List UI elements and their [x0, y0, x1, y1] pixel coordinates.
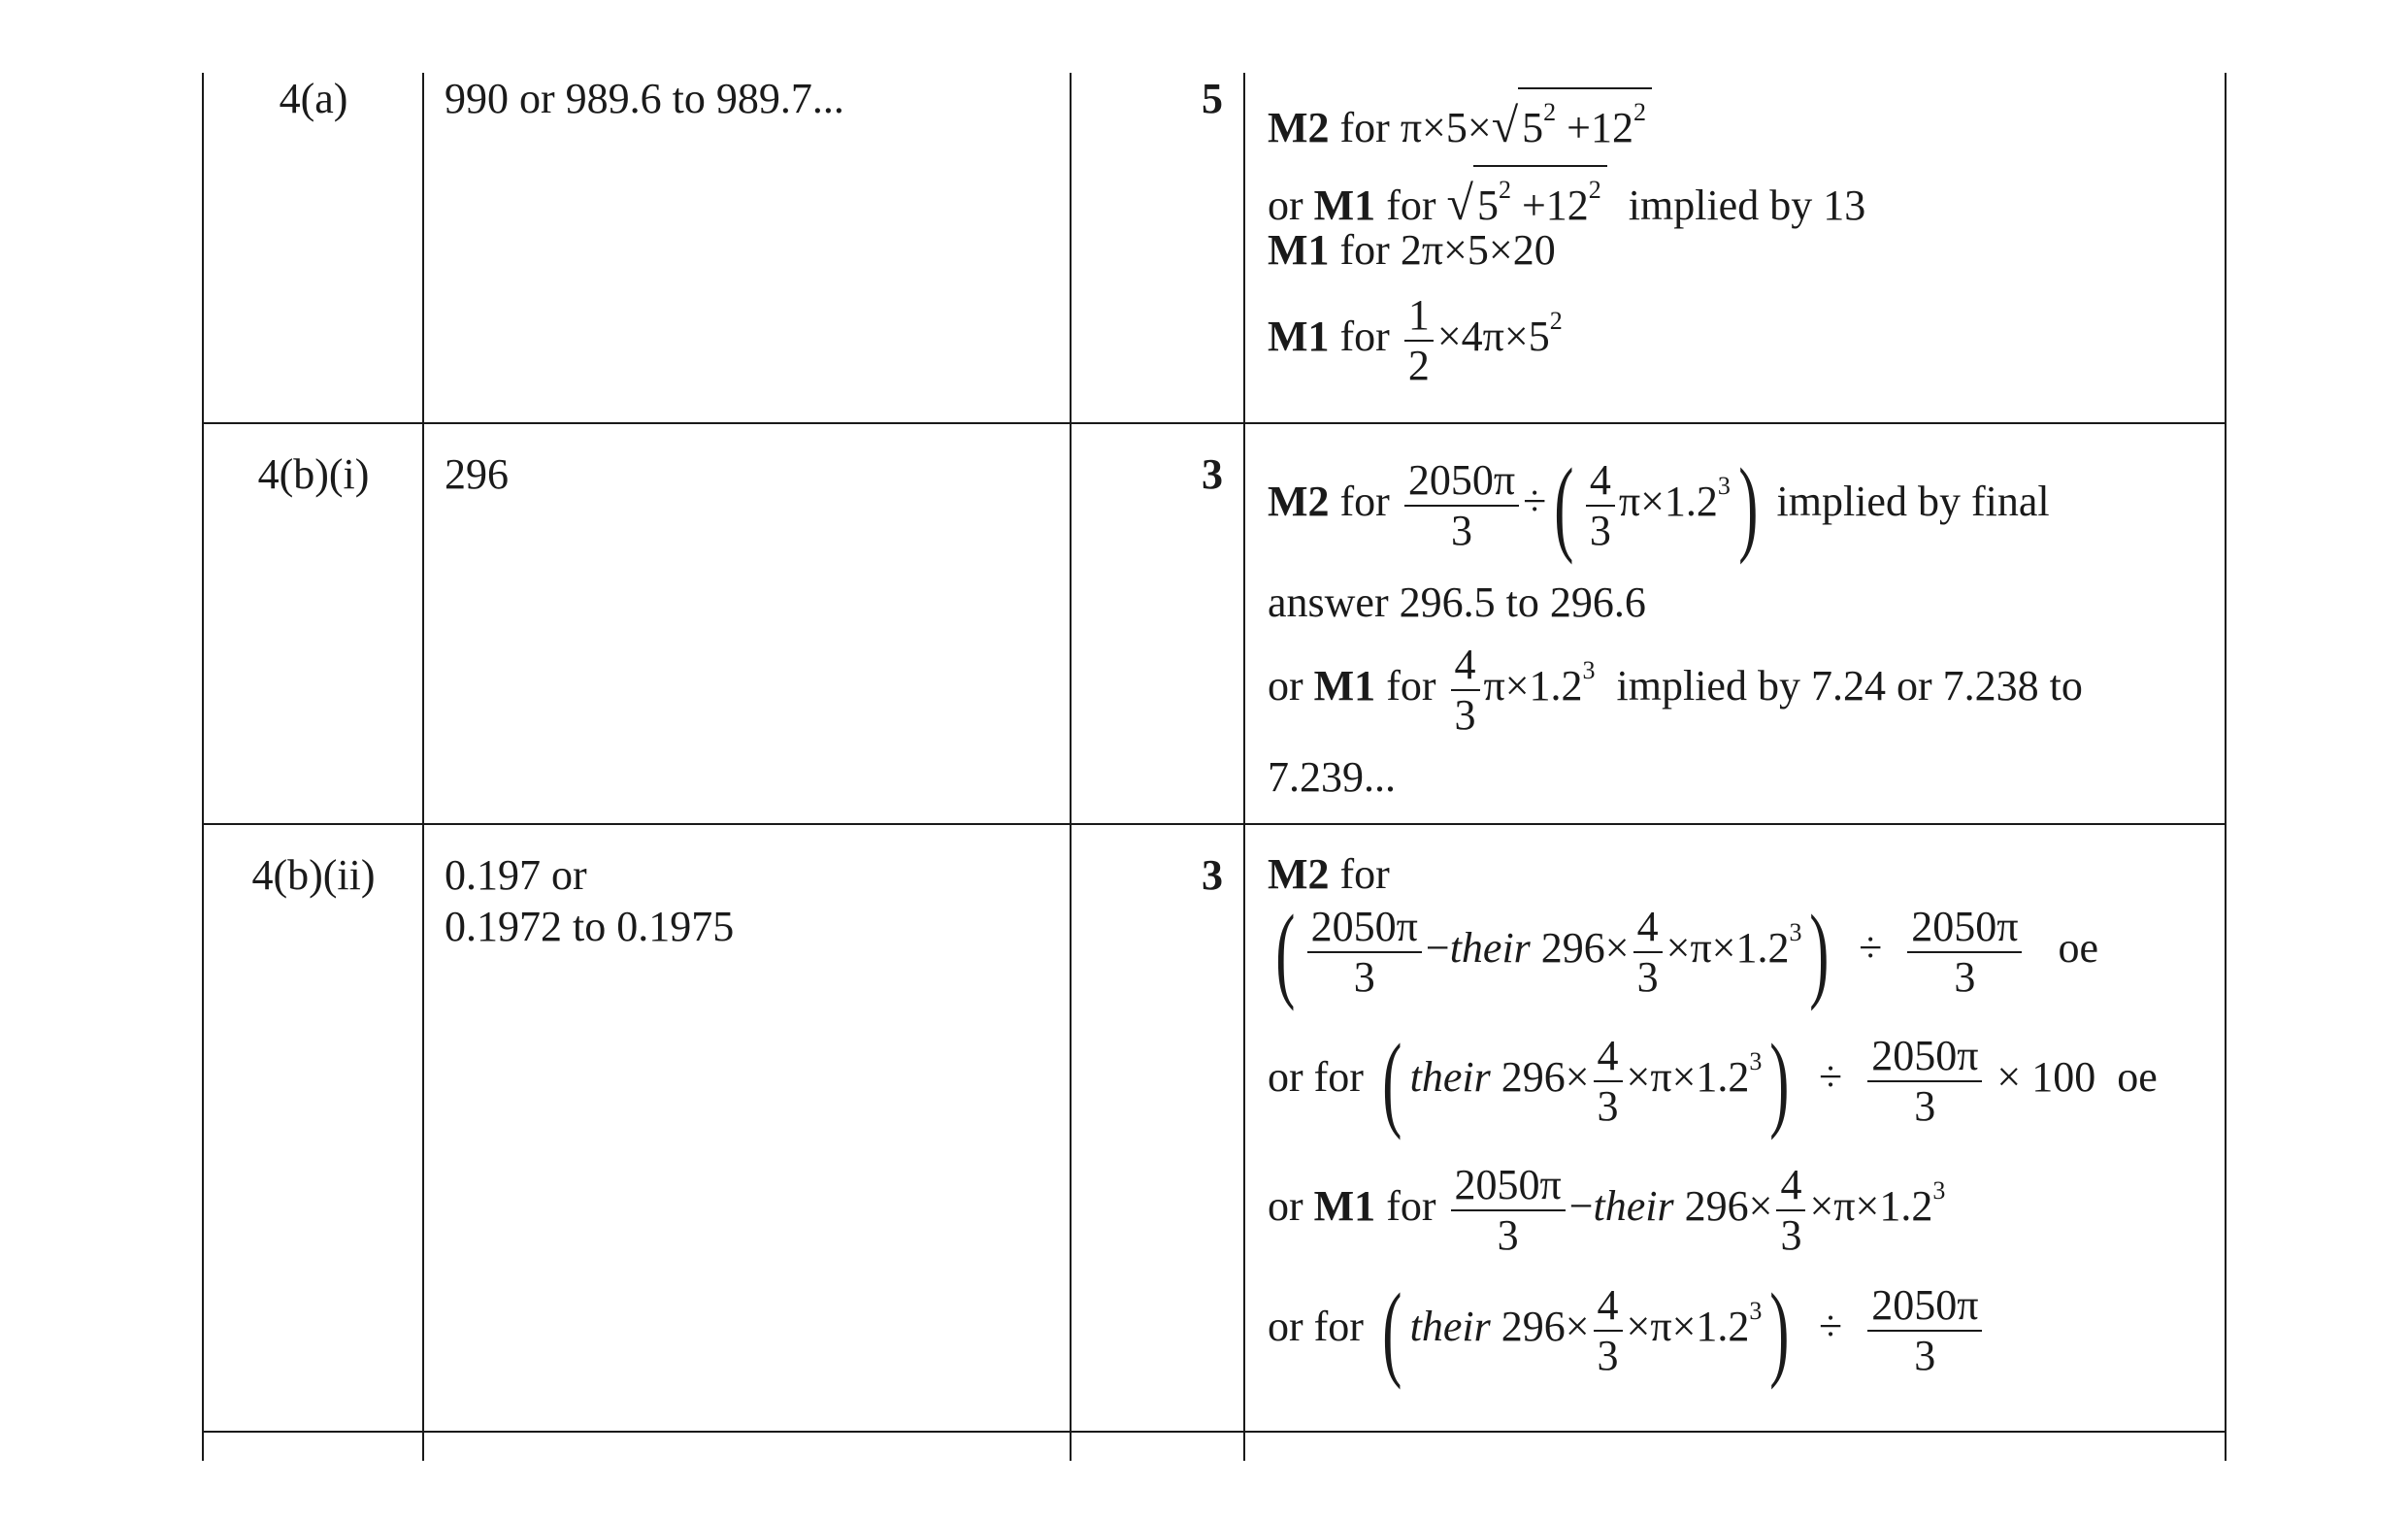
question-number: 4(b)(ii)	[251, 851, 376, 899]
answer-line-2: 0.1972 to 0.1975	[445, 903, 735, 950]
guidance-line: or for ( their 296× $\frac{4}{3}$ $\times\pi\times 1.2^3$) ÷ $\frac{2050\pi}{3}$	[1268, 1281, 1986, 1380]
marks: 3	[1202, 851, 1223, 899]
column-divider	[422, 73, 424, 1461]
column-divider	[1070, 73, 1072, 1461]
table-border-left	[202, 73, 204, 1461]
guidance-line: or for ( their 296× $\frac{4}{3}$ $\times\pi\times 1.2^3$) ÷ $\frac{2050\pi}{3}$ × 100 oe	[1268, 1022, 2158, 1140]
guidance-line: or M1 for $√5^2 +12^2$ implied by 13	[1268, 165, 1865, 231]
guidance-line: M1 for 2π×5×20	[1268, 226, 1556, 274]
answer: 990 or 989.6 to 989.7...	[445, 75, 844, 122]
marks: 3	[1202, 450, 1223, 498]
marks: 5	[1202, 75, 1223, 122]
guidance-line: or M1 for $\frac{2050\pi}{3}$ −their 296× $\frac{4}{3}$ $\times\pi\times 1.2^3$	[1268, 1161, 1946, 1259]
table-border-right	[2225, 73, 2227, 1461]
row-divider	[202, 823, 2227, 825]
guidance-line: M1 for $\frac{1}{2}$ $\times 4\pi\times 5^2$	[1268, 291, 1563, 389]
column-divider	[1243, 73, 1245, 1461]
guidance-line: M2 for $\frac{2050\pi}{3}$ ÷( $\frac{4}{3}$ $\pi\times 1.2^3$) implied by final	[1268, 446, 2050, 565]
guidance-line: 7.239...	[1268, 753, 1396, 801]
answer: 296	[445, 450, 509, 498]
guidance-line: M2 for $\pi\times 5\times√5^2 +12^2$	[1268, 87, 1652, 153]
row-divider	[202, 422, 2227, 424]
guidance-line: answer 296.5 to 296.6	[1268, 578, 1646, 626]
guidance-line: M2 for	[1268, 850, 1390, 898]
row-divider	[202, 1431, 2227, 1433]
question-number: 4(a)	[279, 75, 348, 122]
guidance-line: ( $\frac{2050\pi}{3}$ −their 296× $\frac{4}{3}$ $\times\pi\times 1.2^3$) ÷ $\frac{2050\pi}{3}$ oe	[1275, 893, 2099, 1011]
question-number: 4(b)(i)	[257, 450, 370, 498]
guidance-line: or M1 for $\frac{4}{3}$ $\pi\times 1.2^3$ implied by 7.24 or 7.238 to	[1268, 641, 2083, 739]
answer-line-1: 0.197 or	[445, 851, 587, 899]
